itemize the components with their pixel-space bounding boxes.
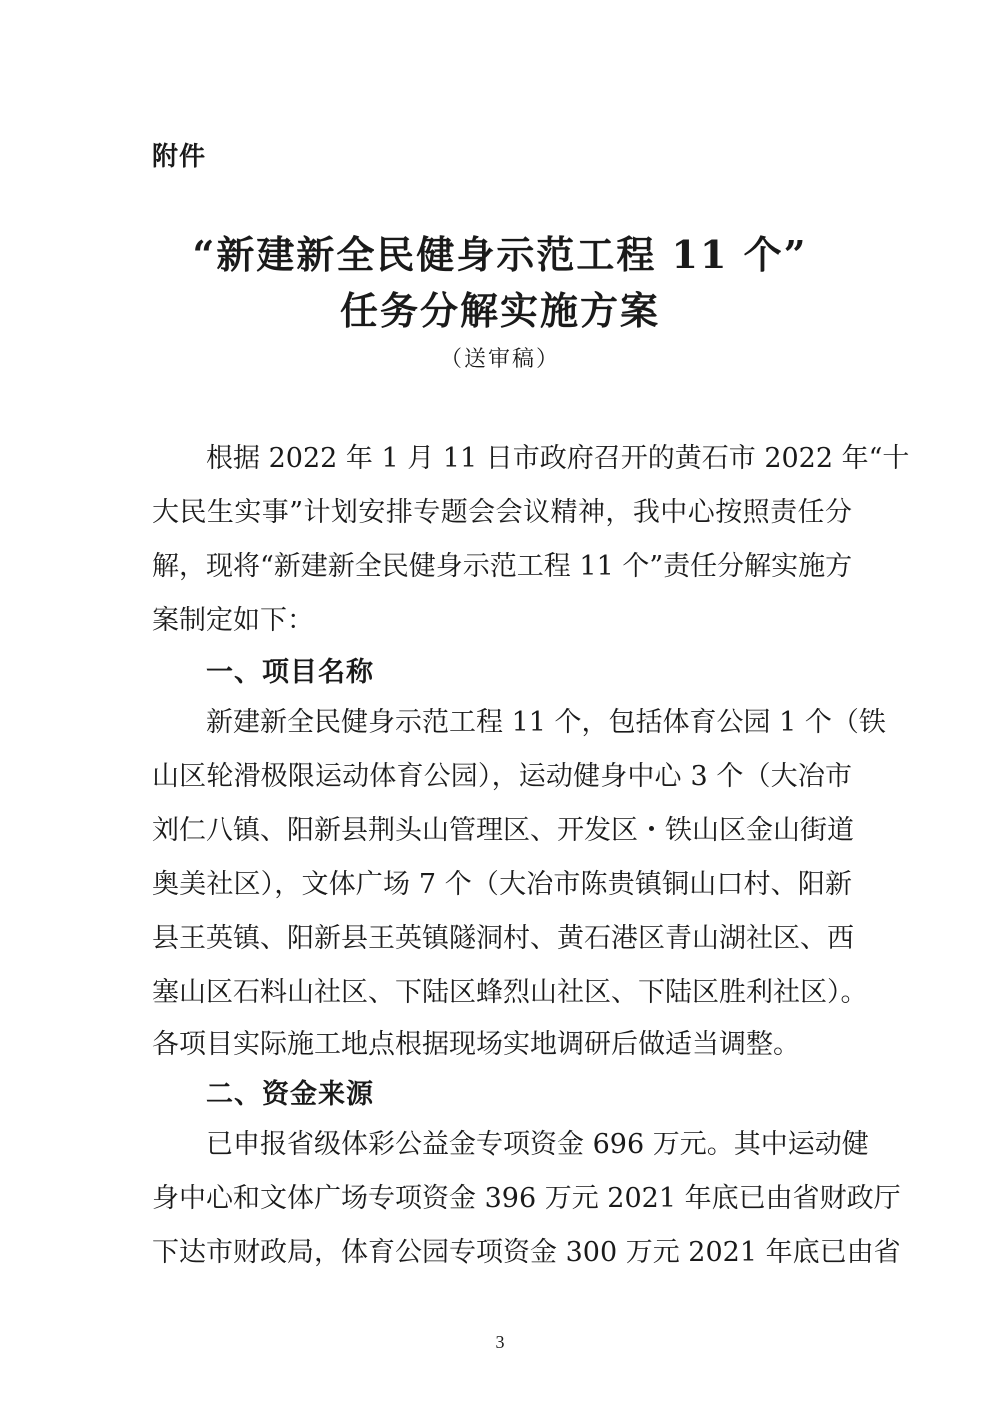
attachment-label: 附件: [152, 142, 207, 172]
section1-paragraph-line: 新建新全民健身示范工程 11 个，包括体育公园 1 个（铁: [206, 707, 886, 738]
intro-paragraph-line: 根据 2022 年 1 月 11 日市政府召开的黄石市 2022 年“十: [206, 443, 910, 474]
section1-paragraph-line: 各项目实际施工地点根据现场实地调研后做适当调整。: [152, 1029, 800, 1060]
document-title-line-1: “新建新全民健身示范工程 11 个”: [192, 232, 808, 277]
section1-paragraph-line: 奥美社区），文体广场 7 个（大冶市陈贵镇铜山口村、阳新: [152, 869, 852, 900]
section1-paragraph-line: 县王英镇、阳新县王英镇隧洞村、黄石港区青山湖社区、西: [152, 923, 854, 954]
page-number: 3: [495, 1332, 505, 1352]
document-title-line-2: 任务分解实施方案: [339, 288, 660, 333]
intro-paragraph-line: 解，现将“新建新全民健身示范工程 11 个”责任分解实施方: [152, 551, 853, 582]
section1-paragraph-line: 塞山区石料山社区、下陆区蜂烈山社区、下陆区胜利社区）。: [152, 977, 868, 1008]
section2-paragraph-line: 下达市财政局，体育公园专项资金 300 万元 2021 年底已由省: [152, 1237, 901, 1268]
draft-status-subtitle: （送审稿）: [439, 347, 560, 372]
section2-paragraph-line: 已申报省级体彩公益金专项资金 696 万元。其中运动健: [206, 1129, 869, 1160]
intro-paragraph-line: 案制定如下：: [152, 605, 314, 636]
section-heading-funding-source: 二、资金来源: [206, 1079, 374, 1110]
section-heading-project-name: 一、项目名称: [206, 657, 374, 688]
section2-paragraph-line: 身中心和文体广场专项资金 396 万元 2021 年底已由省财政厅: [152, 1183, 901, 1214]
section1-paragraph-line: 刘仁八镇、阳新县荆头山管理区、开发区・铁山区金山街道: [152, 815, 854, 846]
section1-paragraph-line: 山区轮滑极限运动体育公园），运动健身中心 3 个（大冶市: [152, 761, 852, 792]
intro-paragraph-line: 大民生实事”计划安排专题会会议精神，我中心按照责任分: [152, 497, 852, 528]
